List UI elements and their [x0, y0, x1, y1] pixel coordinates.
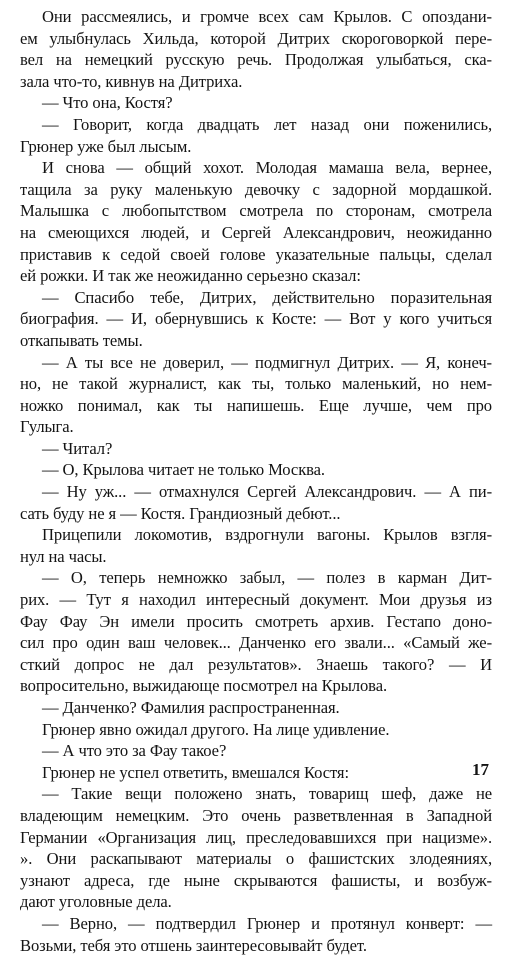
text-line: — Такие вещи положено знать, товарищ шеф, даже не — [42, 784, 492, 804]
text-line: ». Они раскапывают материалы о фашистских злодеяниях, — [20, 849, 492, 869]
text-line: сил про один ваш человек... Данченко его звали... «Самый же- — [20, 633, 492, 653]
text-line: сткий допрос не дал результатов». Знаешь такого? — И — [20, 654, 492, 674]
text-line: Возьми, тебя это отшень заинтересовывайт будет. — [20, 935, 367, 955]
text-line: Германии «Организация лиц, преследовавшихся при нацизме». — [20, 827, 492, 847]
text-line: дают уголовные дела. — [20, 892, 172, 912]
text-line: — Ну уж... — отмахнулся Сергей Александрович. — А пи- — [42, 482, 492, 502]
page-number: 17 — [472, 760, 489, 779]
text-line: приставив к седой своей голове указательные пальцы, сделал — [20, 244, 492, 264]
text-line: Фау Фау Эн имели просить смотреть архив. Гестапо доно- — [20, 611, 492, 631]
text-line: — О, теперь немножко забыл, — полез в карман Дит- — [42, 568, 492, 588]
text-line: вел на немецкий русскую речь. Продолжая улыбаться, ска- — [20, 50, 492, 70]
text-line: узнают адреса, где ныне скрываются фашисты, и возбуж- — [20, 870, 492, 890]
text-line: — Говорит, когда двадцать лет назад они поженились, — [42, 114, 492, 134]
text-line: владеющим немецким. Это очень разветвленная в Западной — [20, 805, 492, 825]
text-line: — Что она, Костя? — [42, 93, 173, 113]
text-line: — А что это за Фау такое? — [42, 741, 227, 761]
text-line: — Данченко? Фамилия распространенная. — [42, 698, 340, 717]
text-line: на смеющихся людей, и Сергей Александрович, неожиданно — [20, 222, 492, 242]
text-line: ем улыбнулась Хильда, которой Дитрих скороговоркой пере- — [20, 28, 492, 48]
text-line: откапывать темы. — [20, 330, 143, 350]
text-line: — Верно, — подтвердил Грюнер и протянул конверт: — — [42, 913, 492, 933]
text-line: тащила за руку маленькую девочку с задорной мордашкой. — [20, 179, 492, 199]
text-line: — Читал? — [42, 438, 113, 458]
text-line: Грюнер уже был лысым. — [20, 136, 192, 156]
text-line: вопросительно, выжидающе посмотрел на Крылова. — [20, 676, 388, 696]
text-line: — Спасибо тебе, Дитрих, действительно поразительная — [42, 287, 492, 307]
text-line: Грюнер не успел ответить, вмешался Костя: — [42, 762, 349, 782]
text-line: сать буду не я — Костя. Грандиозный дебют... — [20, 503, 341, 523]
text-line: нул на часы. — [20, 546, 107, 566]
text-line: рих. — Тут я находил интересный документ. Мои друзья из — [20, 590, 492, 610]
text-line: ножко понимал, как ты напишешь. Еще лучше, чем про — [20, 395, 492, 415]
text-line: биография. — И, обернувшись к Косте: — Вот у кого учиться — [20, 309, 492, 329]
text-line: Они рассмеялись, и громче всех сам Крылов. С опоздани- — [42, 7, 492, 26]
text-line: Грюнер явно ожидал другого. На лице удивление. — [42, 719, 390, 739]
text-line: Гулыга. — [20, 417, 74, 437]
text-line: Прицепили локомотив, вздрогнули вагоны. Крылов взгля- — [42, 525, 492, 545]
page-text — [20, 6, 492, 956]
text-line: ей рожки. И так же неожиданно серьезно сказал: — [20, 266, 361, 286]
text-line: Малышка с любопытством смотрела по сторонам, смотрела — [20, 201, 492, 221]
text-line: — А ты все не доверил, — подмигнул Дитрих. — Я, конеч- — [42, 352, 492, 372]
text-line: И снова — общий хохот. Молодая мамаша вела, вернее, — [42, 158, 492, 178]
text-line: — О, Крылова читает не только Москва. — [42, 460, 325, 480]
text-line: зала что-то, кивнув на Дитриха. — [20, 71, 243, 91]
text-line: но, не такой журналист, как ты, только маленький, но нем- — [20, 374, 492, 394]
